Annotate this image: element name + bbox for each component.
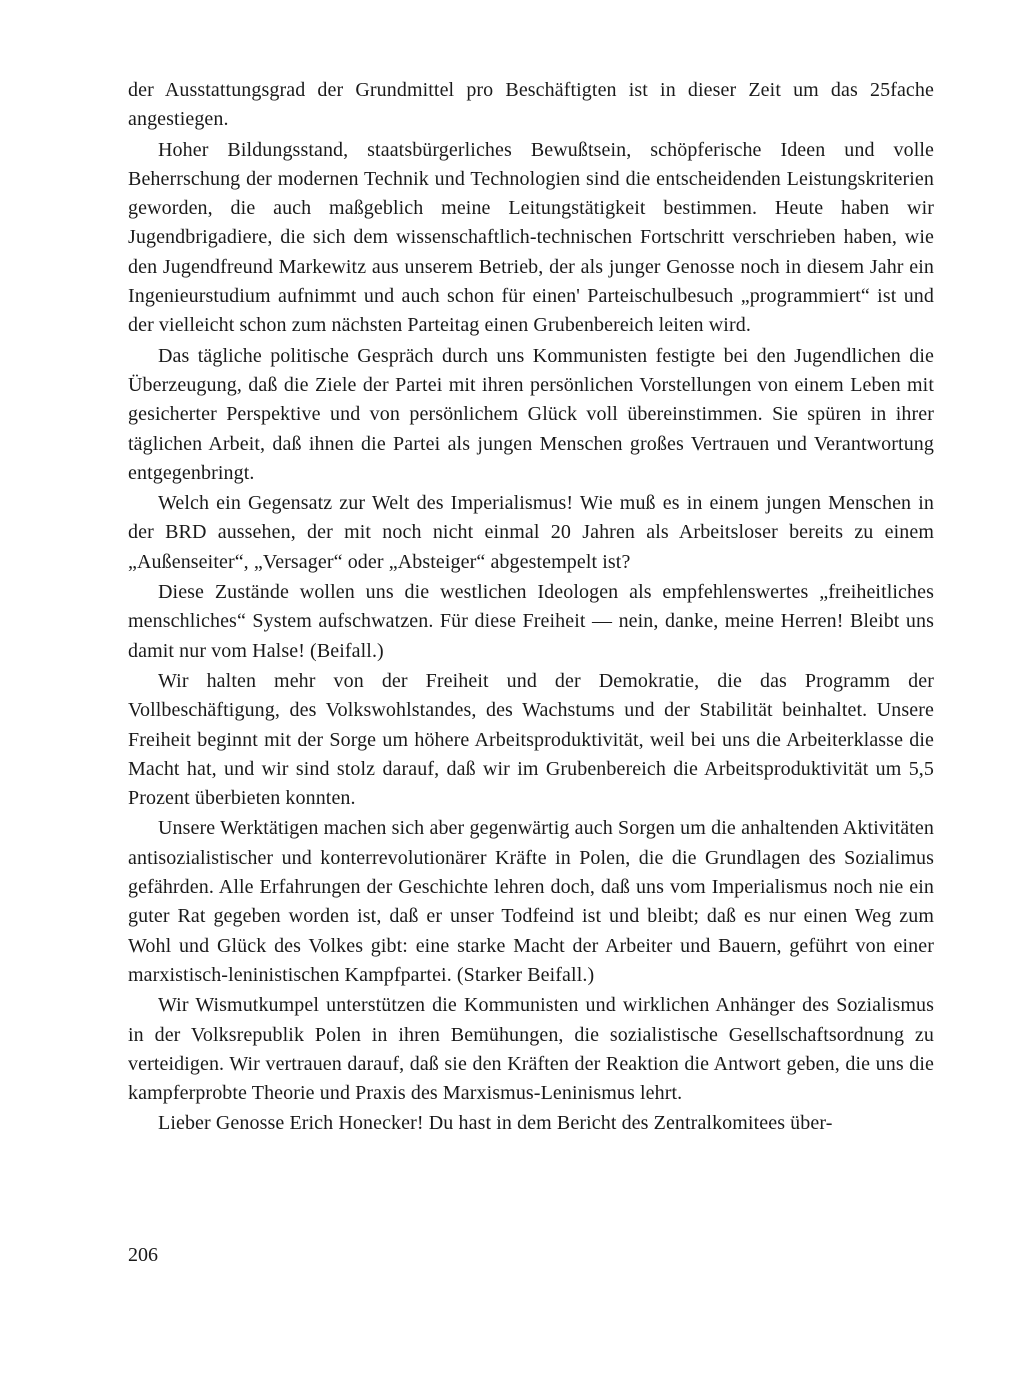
paragraph-3: Das tägliche politische Gespräch durch uns Kommunisten festigte bei den Jugendlichen die Überzeugung, daß die Ziele der Partei mit ihren persönlichen Vorstellungen von einem Leben mit gesicherter Perspektive und von persönlichem Glück voll übereinstimmen. Sie spüren in ihrer täglichen Arbeit, daß ihnen die Partei als jungen Menschen großes Vertrauen und Verantwortung entgegenbringt.: [128, 344, 934, 484]
paragraph-1: der Ausstattungsgrad der Grundmittel pro Beschäftigten ist in dieser Zeit um das 25fache angestiegen.: [128, 79, 934, 131]
paragraph-8: Wir Wismutkumpel unterstützen die Kommunisten und wirklichen Anhänger des Sozialismus in der Volksrepublik Polen in ihren Bemühungen, die sozialistische Gesellschaftsordnung zu verteidigen. Wir vertrauen darauf, daß sie den Kräften der Reaktion die Antwort geben, die uns die kampferprobte Theorie und Praxis des Marxismus-Leninismus lehrt.: [128, 994, 934, 1105]
paragraph-6: Wir halten mehr von der Freiheit und der Demokratie, die das Programm der Vollbeschäftigung, des Volkswohlstandes, des Wachstums und der Stabilität beinhaltet. Unsere Freiheit beginnt mit der Sorge um höhere Arbeitsproduktivität, weil bei uns die Arbeiterklasse die Macht hat, und wir sind stolz darauf, daß wir im Grubenbereich die Arbeitsproduktivität um 5,5 Prozent überbieten konnten.: [128, 669, 934, 810]
paragraph-5: Diese Zustände wollen uns die westlichen Ideologen als empfehlenswertes „freiheitliches menschliches“ System aufschwatzen. Für diese Freiheit — nein, danke, meine Herren! Bleibt uns damit nur vom Halse! (Beifall.): [128, 581, 934, 662]
paragraph-7: Unsere Werktätigen machen sich aber gegenwärtig auch Sorgen um die anhaltenden Aktivitäten antisozialistischer und konterrevolutionärer Kräfte in Polen, die die Grundlagen des Sozialimus gefährden. Alle Erfahrungen der Geschichte lehren doch, daß uns vom Imperialismus noch nie ein guter Rat gegeben worden ist, daß er unser Todfeind ist und bleibt; daß es nur einen Weg zum Wohl und Glück des Volkes gibt: eine starke Macht der Arbeiter und Bauern, geführt von einer marxistisch-leninistischen Kampfpartei. (Starker Beifall.): [128, 817, 934, 986]
document-body: [128, 76, 934, 1140]
paragraph-9: Lieber Genosse Erich Honecker! Du hast in dem Bericht des Zentralkomitees über-: [158, 1112, 833, 1135]
page-number: 206: [128, 1244, 158, 1266]
paragraph-4: Welch ein Gegensatz zur Welt des Imperialismus! Wie muß es in einem jungen Menschen in der BRD aussehen, der mit noch nicht einmal 20 Jahren als Arbeitsloser bereits zu einem „Außenseiter“, „Versager“ oder „Absteiger“ abgestempelt ist?: [128, 492, 934, 573]
paragraph-2: Hoher Bildungsstand, staatsbürgerliches Bewußtsein, schöpferische Ideen und volle Beherrschung der modernen Technik und Technologien sind die entscheidenden Leistungskriterien geworden, die auch maßgeblich meine Leitungstätigkeit bestimmen. Heute haben wir Jugendbrigadiere, die sich dem wissenschaftlich-technischen Fortschritt verschrieben haben, wie den Jugendfreund Markewitz aus unserem Betrieb, der als junger Genosse noch in diesem Jahr ein Ingenieurstudium aufnimmt und auch schon für einen' Parteischulbesuch „programmiert“ ist und der vielleicht schon zum nächsten Parteitag einen Grubenbereich leiten wird.: [128, 138, 934, 337]
